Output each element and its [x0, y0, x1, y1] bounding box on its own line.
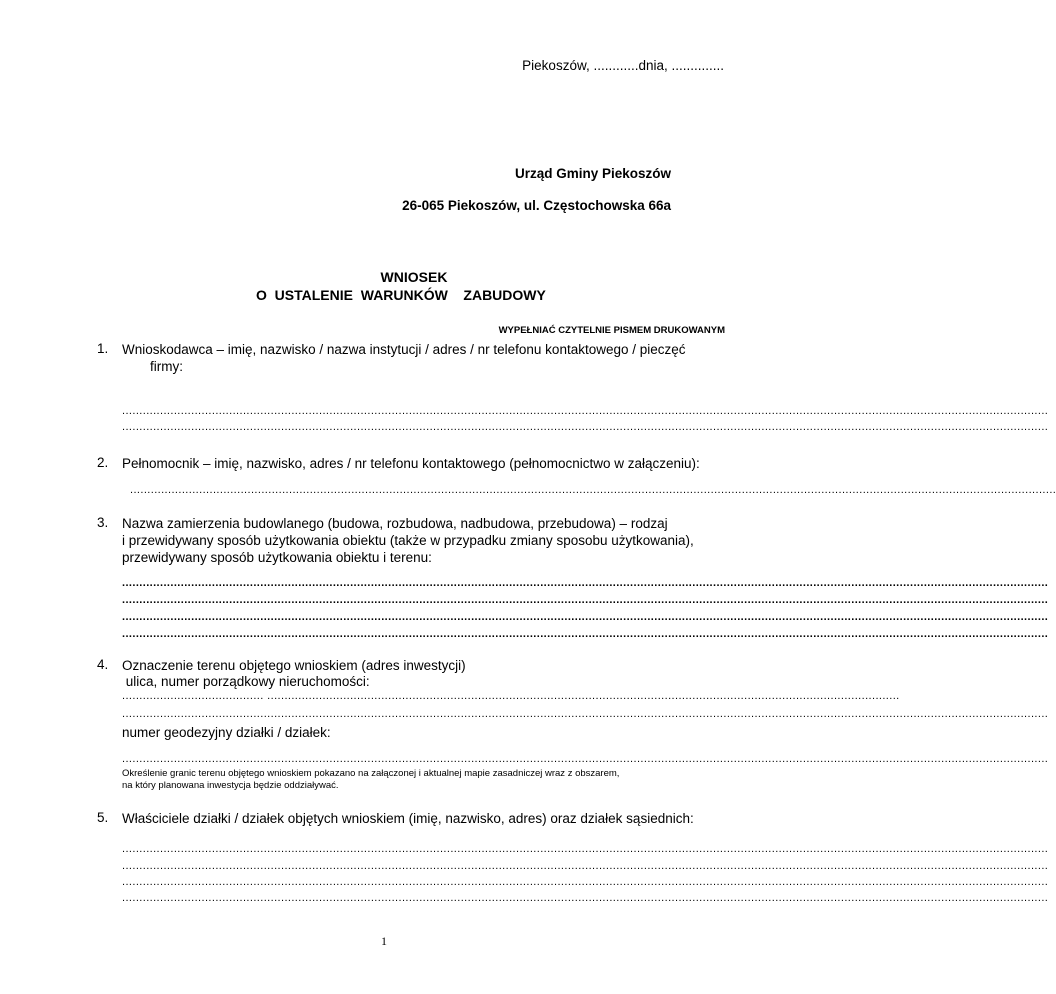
- place-date-line: Piekoszów, ............dnia, ..............: [522, 58, 724, 73]
- section-4-note: Określenie granic terenu objętego wnioskiem pokazano na załączonej i aktualnej mapie zasadniczej wraz z obszarem,: [122, 768, 620, 779]
- section-3-fill-line[interactable]: ............................................................................................................................................................................................................................................................................: [122, 611, 1049, 623]
- section-4-street-label: ulica, numer porządkowy nieruchomości:: [122, 674, 370, 689]
- section-2-number: 2.: [97, 455, 109, 470]
- section-3-text-cont: i przewidywany sposób użytkowania obiektu (także w przypadku zmiany sposobu użytkowania),: [122, 533, 694, 548]
- section-5-text: Właściciele działki / działek objętych wnioskiem (imię, nazwisko, adres) oraz działek sąsiednich:: [122, 811, 694, 826]
- section-3-fill-line[interactable]: ............................................................................................................................................................................................................................................................................: [122, 594, 1049, 606]
- title-wniosek: WNIOSEK: [380, 269, 448, 285]
- section-3-text: Nazwa zamierzenia budowlanego (budowa, rozbudowa, nadbudowa, przebudowa) – rodzaj: [122, 516, 668, 531]
- section-1-text: Wnioskodawca – imię, nazwisko / nazwa instytucji / adres / nr telefonu kontaktowego / pieczęć: [122, 342, 686, 357]
- section-1-fill-line[interactable]: ............................................................................................................................................................................................................................................................................: [122, 405, 1049, 417]
- section-3-fill-line[interactable]: ............................................................................................................................................................................................................................................................................: [122, 577, 1049, 589]
- fill-instruction: WYPEŁNIAĆ CZYTELNIE PISMEM DRUKOWANYM: [498, 325, 725, 336]
- section-4-note-cont: na który planowana inwestycja będzie oddziaływać.: [122, 780, 339, 791]
- section-2-text: Pełnomocnik – imię, nazwisko, adres / nr telefonu kontaktowego (pełnomocnictwo w załączeniu):: [122, 456, 700, 471]
- section-1-text-cont: firmy:: [150, 359, 183, 374]
- section-4-parcel-fill-line[interactable]: ............................................................................................................................................................................................................................................................................: [122, 753, 1049, 765]
- section-4-fill-line[interactable]: ............................................................................................................................................................................................................................................................................: [122, 708, 1049, 720]
- section-1-number: 1.: [97, 341, 109, 356]
- section-3-text-cont: przewidywany sposób użytkowania obiektu i terenu:: [122, 550, 432, 565]
- section-4-number: 4.: [97, 657, 109, 672]
- section-2-fill-line[interactable]: ............................................................................................................................................................................................................................................................................: [130, 484, 1056, 496]
- section-5-fill-line[interactable]: ............................................................................................................................................................................................................................................................................: [122, 860, 1049, 872]
- section-5-fill-line[interactable]: ............................................................................................................................................................................................................................................................................: [122, 876, 1049, 888]
- page-number: 1: [381, 934, 387, 948]
- section-1-fill-line[interactable]: ............................................................................................................................................................................................................................................................................: [122, 421, 1049, 433]
- title-line-1: [0, 269, 768, 285]
- section-3-number: 3.: [97, 515, 109, 530]
- section-5-fill-line[interactable]: ............................................................................................................................................................................................................................................................................: [122, 843, 1049, 855]
- section-3-fill-line[interactable]: ............................................................................................................................................................................................................................................................................: [122, 628, 1049, 640]
- section-4-fill-line[interactable]: ......................................... .......................................................................................................................................................................................: [122, 690, 900, 702]
- title-line-2: O USTALENIE WARUNKÓW ZABUDOWY: [256, 287, 546, 303]
- addressee-office: Urząd Gminy Piekoszów: [514, 166, 671, 181]
- section-5-fill-line[interactable]: ............................................................................................................................................................................................................................................................................: [122, 892, 1049, 904]
- section-5-number: 5.: [97, 810, 109, 825]
- addressee-address: 26-065 Piekoszów, ul. Częstochowska 66a: [402, 198, 671, 213]
- section-4-text: Oznaczenie terenu objętego wnioskiem (adres inwestycji): [122, 658, 466, 673]
- section-4-parcel-label: numer geodezyjny działki / działek:: [122, 725, 331, 740]
